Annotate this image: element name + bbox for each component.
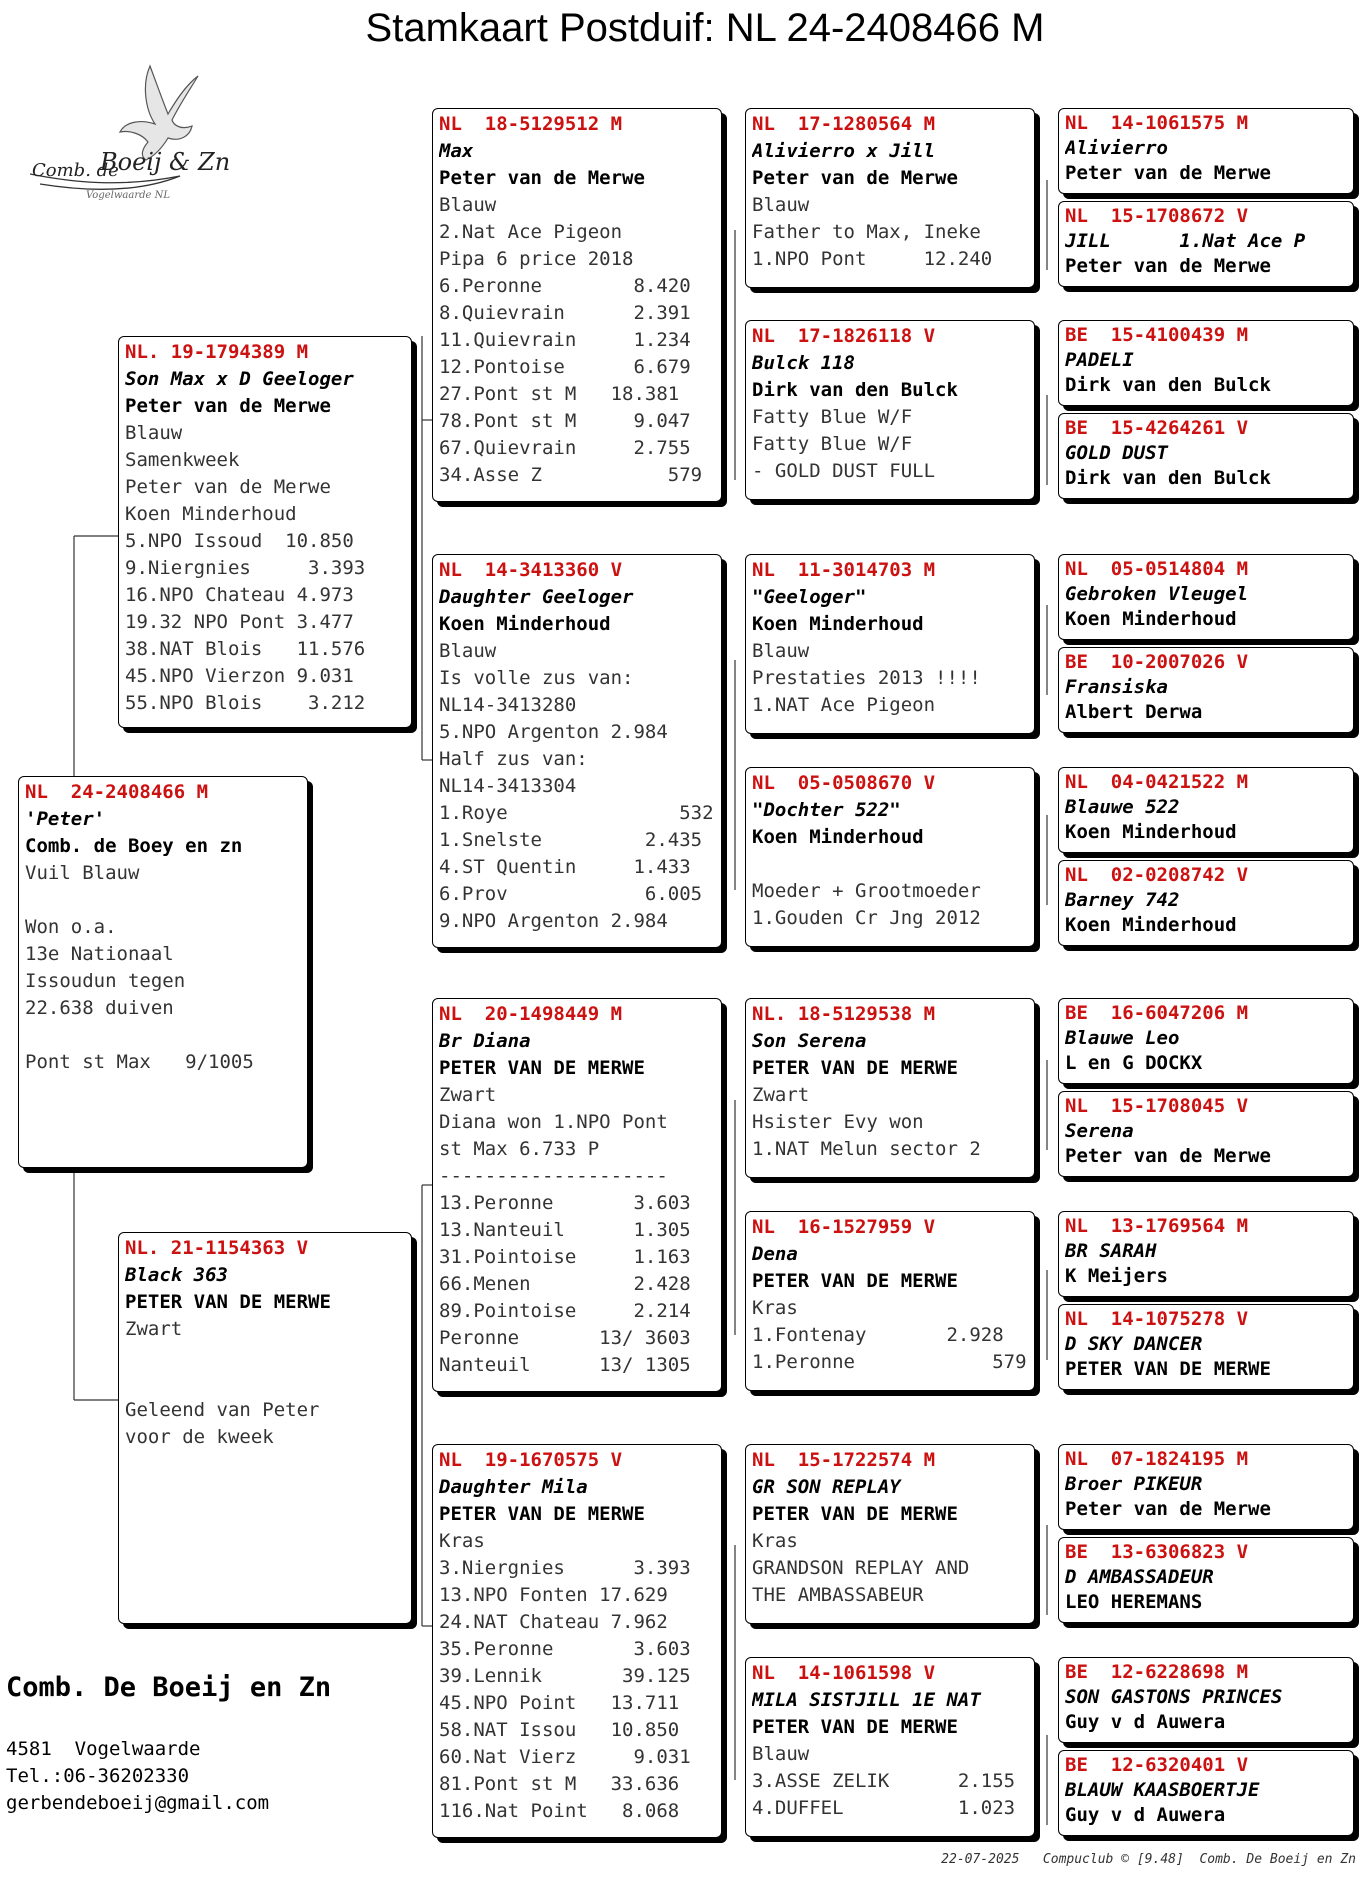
pedigree-card-gen4-9[interactable] (1058, 998, 1354, 1084)
pedigree-card-gen4-14[interactable] (1058, 1537, 1354, 1623)
info-line: 3.ASSE ZELIK 2.155 (752, 1770, 1016, 1792)
info-line: voor de kweek (125, 1426, 274, 1448)
info-line: 1.Gouden Cr Jng 2012 (752, 907, 981, 929)
breeder-name: PETER VAN DE MERWE (439, 1503, 645, 1525)
pedigree-card-gen4-11[interactable] (1058, 1211, 1354, 1297)
pigeon-name: Serena (1065, 1120, 1134, 1142)
info-line: 13.Nanteuil 1.305 (439, 1219, 691, 1241)
breeder-name: Koen Minderhoud (1065, 914, 1237, 936)
info-line: 66.Menen 2.428 (439, 1273, 691, 1295)
ring-number: NL. 19-1794389 M (125, 341, 309, 363)
info-line: 6.Peronne 8.420 (439, 275, 691, 297)
ring-number: NL 17-1280564 M (752, 113, 936, 135)
pedigree-card-gen3-4[interactable] (745, 767, 1035, 947)
pedigree-card-gen4-10[interactable] (1058, 1091, 1354, 1177)
info-line (752, 851, 1028, 878)
info-line: 31.Pointoise 1.163 (439, 1246, 691, 1268)
info-line: Blauw (752, 1743, 810, 1765)
info-line: Blauw (125, 422, 183, 444)
pigeon-name: Son Serena (752, 1030, 867, 1052)
pigeon-name: "Geeloger" (752, 586, 867, 608)
pedigree-card-gen4-6[interactable] (1058, 647, 1354, 733)
pigeon-name: Broer PIKEUR (1065, 1473, 1203, 1495)
info-line: - GOLD DUST FULL (752, 460, 936, 482)
info-line: 4.ST Quentin 1.433 (439, 856, 691, 878)
ring-number: NL 17-1826118 V (752, 325, 936, 347)
breeder-name: Peter van de Merwe (752, 167, 958, 189)
ring-number: BE 12-6320401 V (1065, 1754, 1249, 1776)
pigeon-name: Br Diana (439, 1030, 531, 1052)
pedigree-card-gen3-8[interactable] (745, 1657, 1035, 1837)
owner-address: 4581 Vogelwaarde (6, 1738, 201, 1760)
info-line: 35.Peronne 3.603 (439, 1638, 691, 1660)
pigeon-name: PADELI (1065, 349, 1134, 371)
info-line: 4.DUFFEL 1.023 (752, 1797, 1016, 1819)
breeder-name: Peter van de Merwe (1065, 1145, 1271, 1167)
info-line: 81.Pont st M 33.636 (439, 1773, 680, 1795)
pigeon-name: GR SON REPLAY (752, 1476, 901, 1498)
pedigree-card-gen4-5[interactable] (1058, 554, 1354, 640)
info-line: 34.Asse Z 579 (439, 464, 703, 486)
pedigree-card-gen4-15[interactable] (1058, 1657, 1354, 1743)
info-line: 45.NPO Vierzon 9.031 (125, 665, 354, 687)
info-line: 19.32 NPO Pont 3.477 (125, 611, 354, 633)
pigeon-name: "Dochter 522" (752, 799, 901, 821)
pedigree-card-granddam-sire[interactable] (432, 554, 722, 948)
breeder-name: Dirk van den Bulck (1065, 374, 1271, 396)
ring-number: NL 04-0421522 M (1065, 771, 1249, 793)
info-line: 89.Pointoise 2.214 (439, 1300, 691, 1322)
info-line: Zwart (752, 1084, 810, 1106)
info-line: Fatty Blue W/F (752, 406, 913, 428)
breeder-name: L en G DOCKX (1065, 1052, 1203, 1074)
info-line: THE AMBASSABEUR (752, 1584, 924, 1606)
owner-email[interactable]: gerbendeboeij@gmail.com (6, 1792, 270, 1814)
pigeon-name: JILL 1.Nat Ace P (1065, 230, 1306, 252)
pigeon-name: GOLD DUST (1065, 442, 1168, 464)
info-line: 60.Nat Vierz 9.031 (439, 1746, 691, 1768)
svg-text:Vogelwaarde NL: Vogelwaarde NL (86, 190, 170, 201)
pedigree-card-gen3-5[interactable] (745, 998, 1035, 1178)
info-line: 1.Snelste 2.435 (439, 829, 703, 851)
info-line: 24.NAT Chateau 7.962 (439, 1611, 668, 1633)
ring-number: NL 11-3014703 M (752, 559, 936, 581)
breeder-name: Comb. de Boey en zn (25, 835, 243, 857)
pigeon-name: Daughter Geeloger (439, 586, 634, 608)
ring-number: NL 19-1670575 V (439, 1449, 623, 1471)
info-line: Kras (752, 1530, 798, 1552)
info-line: Samenkweek (125, 449, 240, 471)
info-line: Blauw (439, 194, 497, 216)
ring-number: NL 18-5129512 M (439, 113, 623, 135)
ring-number: BE 16-6047206 M (1065, 1002, 1249, 1024)
info-line: Issoudun tegen (25, 970, 186, 992)
pigeon-name: Daughter Mila (439, 1476, 588, 1498)
info-line: NL14-3413304 (439, 775, 577, 797)
pigeon-name: Dena (752, 1243, 798, 1265)
ring-number: NL 14-1075278 V (1065, 1308, 1249, 1330)
info-line: Vuil Blauw (25, 862, 140, 884)
info-line: 13e Nationaal (25, 943, 174, 965)
info-line (25, 887, 301, 914)
info-line: 2.Nat Ace Pigeon (439, 221, 623, 243)
info-line: -------------------- (439, 1165, 668, 1187)
breeder-name: Peter van de Merwe (1065, 1498, 1271, 1520)
info-line: Diana won 1.NPO Pont (439, 1111, 668, 1133)
pigeon-name: Son Max x D Geeloger (125, 368, 354, 390)
breeder-name: PETER VAN DE MERWE (125, 1291, 331, 1313)
info-line (125, 1343, 405, 1370)
info-line: 58.NAT Issou 10.850 (439, 1719, 680, 1741)
pedigree-card-gen3-6[interactable] (745, 1211, 1035, 1391)
pedigree-card-gen4-2[interactable] (1058, 201, 1354, 287)
pigeon-name: MILA SISTJILL 1E NAT (752, 1689, 981, 1711)
ring-number: NL. 18-5129538 M (752, 1003, 936, 1025)
info-line: Blauw (752, 194, 810, 216)
breeder-name: K Meijers (1065, 1265, 1168, 1287)
svg-text:Boeij & Zn: Boeij & Zn (100, 148, 231, 176)
pedigree-card-gen4-4[interactable] (1058, 413, 1354, 499)
pedigree-card-dam[interactable] (118, 1232, 412, 1624)
info-line: GRANDSON REPLAY AND (752, 1557, 970, 1579)
info-line: 27.Pont st M 18.381 (439, 383, 680, 405)
ring-number: BE 15-4264261 V (1065, 417, 1249, 439)
pigeon-name: Alivierro (1065, 137, 1168, 159)
info-line: 11.Quievrain 1.234 (439, 329, 691, 351)
pigeon-name: Barney 742 (1065, 889, 1180, 911)
ring-number: NL 16-1527959 V (752, 1216, 936, 1238)
info-line: 55.NPO Blois 3.212 (125, 692, 366, 714)
breeder-name: Koen Minderhoud (1065, 821, 1237, 843)
breeder-name: LEO HEREMANS (1065, 1591, 1203, 1613)
pedigree-card-gen4-3[interactable] (1058, 320, 1354, 406)
breeder-name: Koen Minderhoud (752, 826, 924, 848)
info-line: 5.NPO Argenton 2.984 (439, 721, 668, 743)
info-line: Nanteuil 13/ 1305 (439, 1354, 691, 1376)
info-line: 5.NPO Issoud 10.850 (125, 530, 354, 552)
footer-credits: 22-07-2025 Compuclub © [9.48] Comb. De Boeij en Zn (941, 1852, 1356, 1867)
ring-number: NL 14-1061575 M (1065, 112, 1249, 134)
pigeon-name: Blauwe 522 (1065, 796, 1180, 818)
ring-number: NL 05-0508670 V (752, 772, 936, 794)
info-line: 9.Niergnies 3.393 (125, 557, 366, 579)
info-line: Pont st Max 9/1005 (25, 1051, 254, 1073)
info-line: 9.NPO Argenton 2.984 (439, 910, 668, 932)
pigeon-name: Alivierro x Jill (752, 140, 936, 162)
pedigree-card-gen3-2[interactable] (745, 320, 1035, 500)
pedigree-card-sire[interactable] (118, 336, 412, 728)
pigeon-name: BLAUW KAASBOERTJE (1065, 1779, 1260, 1801)
pigeon-name: Gebroken Vleugel (1065, 583, 1249, 605)
owner-name: Comb. De Boeij en Zn (6, 1672, 332, 1703)
info-line: 78.Pont st M 9.047 (439, 410, 691, 432)
info-line: Geleend van Peter (125, 1399, 320, 1421)
info-line (25, 1022, 301, 1049)
breeder-name: Koen Minderhoud (439, 613, 611, 635)
info-line: Zwart (439, 1084, 497, 1106)
svg-text:Comb. de: Comb. de (32, 160, 119, 181)
breeder-name: PETER VAN DE MERWE (1065, 1358, 1271, 1380)
pigeon-name: D SKY DANCER (1065, 1333, 1203, 1355)
pedigree-card-gen3-1[interactable] (745, 108, 1035, 288)
breeder-name: Guy v d Auwera (1065, 1711, 1226, 1733)
pigeon-name: SON GASTONS PRINCES (1065, 1686, 1283, 1708)
ring-number: NL. 21-1154363 V (125, 1237, 309, 1259)
breeder-name: PETER VAN DE MERWE (752, 1503, 958, 1525)
page-title: Stamkaart Postduif: NL 24-2408466 M (365, 6, 1045, 50)
breeder-name: Koen Minderhoud (752, 613, 924, 635)
ring-number: NL 14-1061598 V (752, 1662, 936, 1684)
info-line: NL14-3413280 (439, 694, 577, 716)
info-line: 45.NPO Point 13.711 (439, 1692, 680, 1714)
info-line: Zwart (125, 1318, 183, 1340)
info-line: 22.638 duiven (25, 997, 174, 1019)
pedigree-card-granddam-dam[interactable] (432, 1444, 722, 1838)
pedigree-card-subject[interactable] (18, 776, 308, 1168)
info-line: Peter van de Merwe (125, 476, 331, 498)
info-line: Pipa 6 price 2018 (439, 248, 634, 270)
breeder-name: PETER VAN DE MERWE (752, 1270, 958, 1292)
pedigree-card-gen4-16[interactable] (1058, 1750, 1354, 1836)
pigeon-name: Fransiska (1065, 676, 1168, 698)
info-line: 8.Quievrain 2.391 (439, 302, 691, 324)
info-line: 3.Niergnies 3.393 (439, 1557, 691, 1579)
info-line: 1.Fontenay 2.928 (752, 1324, 1004, 1346)
ring-number: BE 13-6306823 V (1065, 1541, 1249, 1563)
info-line (125, 1370, 405, 1397)
info-line: 1.Peronne 579 (752, 1351, 1027, 1373)
info-line: 13.Peronne 3.603 (439, 1192, 691, 1214)
breeder-name: Albert Derwa (1065, 701, 1203, 723)
pigeon-name: BR SARAH (1065, 1240, 1157, 1262)
info-line: Kras (439, 1530, 485, 1552)
info-line: Half zus van: (439, 748, 588, 770)
info-line: 67.Quievrain 2.755 (439, 437, 691, 459)
pigeon-name: 'Peter' (25, 808, 106, 830)
info-line: Moeder + Grootmoeder (752, 880, 981, 902)
info-line: Blauw (439, 640, 497, 662)
pigeon-name: Max (439, 140, 474, 162)
breeder-name: Guy v d Auwera (1065, 1804, 1226, 1826)
ring-number: BE 12-6228698 M (1065, 1661, 1249, 1683)
info-line: Fatty Blue W/F (752, 433, 913, 455)
info-line: 13.NPO Fonten 17.629 (439, 1584, 668, 1606)
info-line: 38.NAT Blois 11.576 (125, 638, 366, 660)
info-line: Prestaties 2013 !!!! (752, 667, 981, 689)
breeder-name: Peter van de Merwe (125, 395, 331, 417)
ring-number: BE 15-4100439 M (1065, 324, 1249, 346)
pedigree-card-gen4-8[interactable] (1058, 860, 1354, 946)
ring-number: NL 05-0514804 M (1065, 558, 1249, 580)
pigeon-name: Black 363 (125, 1264, 228, 1286)
info-line: Won o.a. (25, 916, 117, 938)
info-line: Peronne 13/ 3603 (439, 1327, 691, 1349)
breeder-name: Peter van de Merwe (439, 167, 645, 189)
breeder-name: Dirk van den Bulck (1065, 467, 1271, 489)
pedigree-card-gen4-1[interactable] (1058, 108, 1354, 194)
ring-number: NL 15-1708045 V (1065, 1095, 1249, 1117)
ring-number: NL 02-0208742 V (1065, 864, 1249, 886)
info-line: Hsister Evy won (752, 1111, 924, 1133)
breeder-name: Dirk van den Bulck (752, 379, 958, 401)
info-line: 1.Roye 532 (439, 802, 714, 824)
pigeon-name: D AMBASSADEUR (1065, 1566, 1214, 1588)
info-line: 116.Nat Point 8.068 (439, 1800, 680, 1822)
breeder-name: Peter van de Merwe (1065, 162, 1271, 184)
ring-number: NL 07-1824195 M (1065, 1448, 1249, 1470)
ring-number: BE 10-2007026 V (1065, 651, 1249, 673)
pedigree-card-grandsire-dam[interactable] (432, 998, 722, 1392)
pedigree-card-gen3-7[interactable] (745, 1444, 1035, 1624)
info-line: Father to Max, Ineke (752, 221, 981, 243)
ring-number: NL 15-1708672 V (1065, 205, 1249, 227)
pedigree-card-gen4-7[interactable] (1058, 767, 1354, 853)
pedigree-card-gen4-12[interactable] (1058, 1304, 1354, 1390)
info-line: 1.NAT Ace Pigeon (752, 694, 936, 716)
breeder-name: Peter van de Merwe (1065, 255, 1271, 277)
ring-number: NL 14-3413360 V (439, 559, 623, 581)
ring-number: NL 15-1722574 M (752, 1449, 936, 1471)
breeder-name: Koen Minderhoud (1065, 608, 1237, 630)
ring-number: NL 20-1498449 M (439, 1003, 623, 1025)
info-line: 1.NPO Pont 12.240 (752, 248, 993, 270)
info-line: Is volle zus van: (439, 667, 634, 689)
ring-number: NL 24-2408466 M (25, 781, 209, 803)
pedigree-card-gen3-3[interactable] (745, 554, 1035, 734)
info-line: 39.Lennik 39.125 (439, 1665, 691, 1687)
pedigree-card-gen4-13[interactable] (1058, 1444, 1354, 1530)
pigeon-name: Bulck 118 (752, 352, 855, 374)
info-line: 16.NPO Chateau 4.973 (125, 584, 354, 606)
owner-phone: Tel.:06-36202330 (6, 1765, 190, 1787)
info-line: Blauw (752, 640, 810, 662)
breeder-name: PETER VAN DE MERWE (752, 1716, 958, 1738)
ring-number: NL 13-1769564 M (1065, 1215, 1249, 1237)
info-line: 6.Prov 6.005 (439, 883, 703, 905)
pedigree-card-grandsire-sire[interactable] (432, 108, 722, 502)
info-line: Kras (752, 1297, 798, 1319)
pigeon-name: Blauwe Leo (1065, 1027, 1180, 1049)
info-line: st Max 6.733 P (439, 1138, 600, 1160)
info-line: 1.NAT Melun sector 2 (752, 1138, 981, 1160)
info-line: 12.Pontoise 6.679 (439, 356, 691, 378)
breeder-name: PETER VAN DE MERWE (752, 1057, 958, 1079)
info-line: Koen Minderhoud (125, 503, 297, 525)
breeder-name: PETER VAN DE MERWE (439, 1057, 645, 1079)
